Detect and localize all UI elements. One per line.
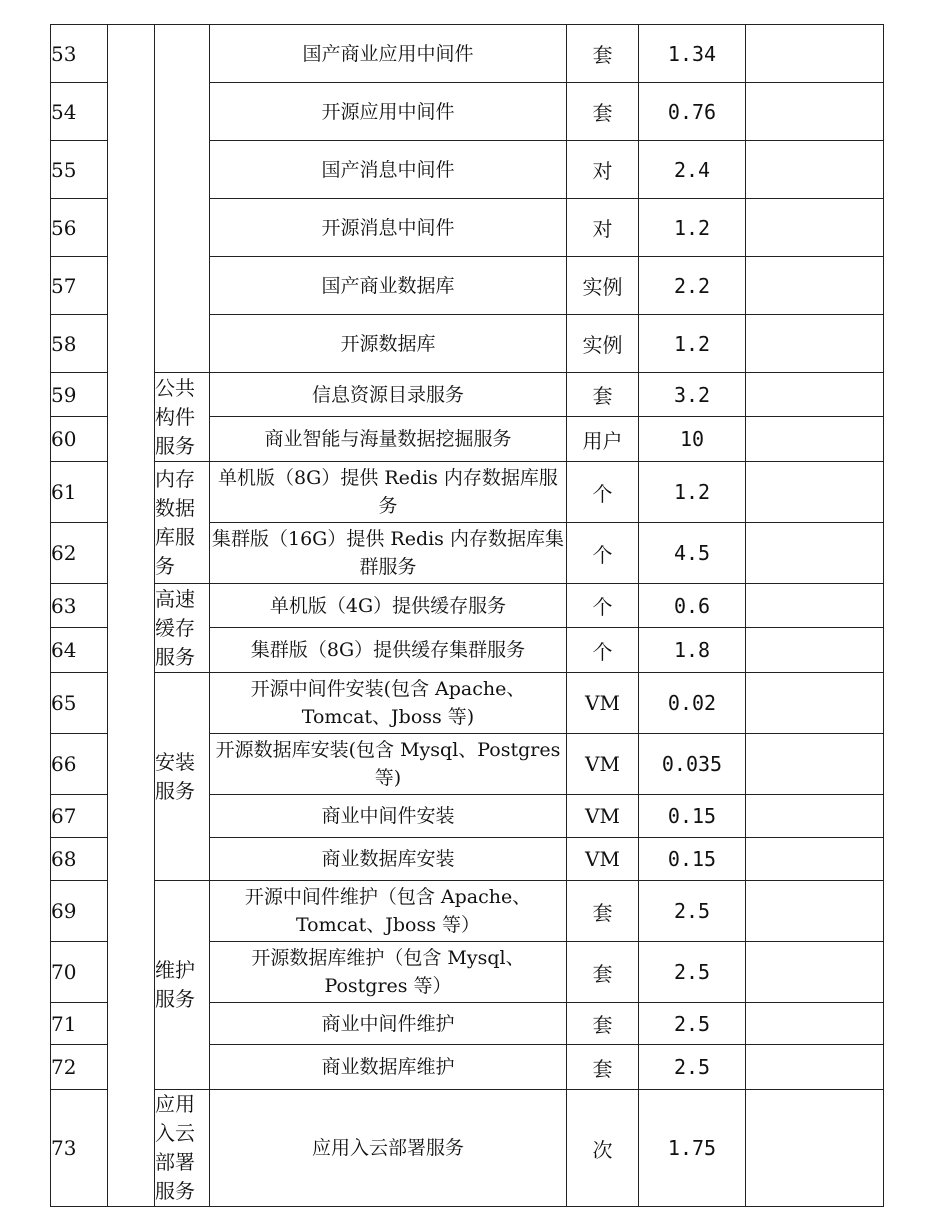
price-cell: 1.34 — [639, 25, 746, 83]
service-name: 应用入云部署服务 — [210, 1090, 567, 1207]
price-cell: 0.6 — [639, 584, 746, 628]
price-cell: 1.2 — [639, 462, 746, 523]
note-cell — [746, 881, 884, 942]
unit-cell: 套 — [567, 881, 639, 942]
row-number: 59 — [51, 373, 108, 417]
service-price-table — [50, 24, 884, 1207]
note-cell — [746, 315, 884, 373]
note-cell — [746, 734, 884, 795]
price-cell: 3.2 — [639, 373, 746, 417]
service-name: 国产商业数据库 — [210, 257, 567, 315]
note-cell — [746, 141, 884, 199]
table-row — [51, 881, 884, 942]
unit-cell: 对 — [567, 141, 639, 199]
unit-cell: 个 — [567, 584, 639, 628]
row-number: 72 — [51, 1045, 108, 1090]
table-row — [51, 462, 884, 523]
unit-cell: 个 — [567, 628, 639, 673]
service-name: 开源中间件安装(包含 Apache、Tomcat、Jboss 等) — [210, 673, 567, 734]
unit-cell: 个 — [567, 462, 639, 523]
service-name: 集群版（8G）提供缓存集群服务 — [210, 628, 567, 673]
row-number: 66 — [51, 734, 108, 795]
service-name: 开源数据库 — [210, 315, 567, 373]
unit-cell: 套 — [567, 942, 639, 1003]
price-cell: 2.5 — [639, 942, 746, 1003]
price-cell: 4.5 — [639, 523, 746, 584]
note-cell — [746, 795, 884, 838]
price-cell: 0.15 — [639, 838, 746, 881]
row-number: 68 — [51, 838, 108, 881]
service-name: 集群版（16G）提供 Redis 内存数据库集群服务 — [210, 523, 567, 584]
category-cell-empty — [155, 25, 210, 373]
row-number: 60 — [51, 417, 108, 462]
row-number: 53 — [51, 25, 108, 83]
service-name: 国产消息中间件 — [210, 141, 567, 199]
unit-cell: 个 — [567, 523, 639, 584]
service-name: 商业中间件维护 — [210, 1003, 567, 1045]
price-cell: 0.76 — [639, 83, 746, 141]
unit-cell: 套 — [567, 25, 639, 83]
table-row — [51, 673, 884, 734]
note-cell — [746, 838, 884, 881]
note-cell — [746, 373, 884, 417]
note-cell — [746, 1003, 884, 1045]
row-number: 67 — [51, 795, 108, 838]
row-number: 58 — [51, 315, 108, 373]
service-name: 开源数据库安装(包含 Mysql、Postgres 等) — [210, 734, 567, 795]
category-cloud-deploy: 应用入云部署服务 — [155, 1090, 210, 1207]
note-cell — [746, 673, 884, 734]
table-row — [51, 1090, 884, 1207]
note-cell — [746, 83, 884, 141]
table-row — [51, 584, 884, 628]
row-number: 70 — [51, 942, 108, 1003]
note-cell — [746, 25, 884, 83]
category-column-1 — [108, 25, 155, 1207]
price-cell: 10 — [639, 417, 746, 462]
service-name: 商业中间件安装 — [210, 795, 567, 838]
row-number: 61 — [51, 462, 108, 523]
unit-cell: VM — [567, 795, 639, 838]
service-name: 单机版（4G）提供缓存服务 — [210, 584, 567, 628]
note-cell — [746, 942, 884, 1003]
row-number: 64 — [51, 628, 108, 673]
table-row — [51, 25, 884, 83]
price-cell: 2.5 — [639, 1003, 746, 1045]
row-number: 56 — [51, 199, 108, 257]
note-cell — [746, 628, 884, 673]
price-cell: 2.5 — [639, 1045, 746, 1090]
unit-cell: 实例 — [567, 257, 639, 315]
service-name: 单机版（8G）提供 Redis 内存数据库服务 — [210, 462, 567, 523]
service-name: 信息资源目录服务 — [210, 373, 567, 417]
row-number: 71 — [51, 1003, 108, 1045]
unit-cell: 套 — [567, 1003, 639, 1045]
service-name: 开源消息中间件 — [210, 199, 567, 257]
category-in-memory-db: 内存数据库服务 — [155, 462, 210, 584]
category-install: 安装服务 — [155, 673, 210, 881]
unit-cell: VM — [567, 838, 639, 881]
row-number: 62 — [51, 523, 108, 584]
note-cell — [746, 199, 884, 257]
row-number: 55 — [51, 141, 108, 199]
price-cell: 2.2 — [639, 257, 746, 315]
service-name: 国产商业应用中间件 — [210, 25, 567, 83]
service-name: 商业智能与海量数据挖掘服务 — [210, 417, 567, 462]
price-cell: 0.02 — [639, 673, 746, 734]
note-cell — [746, 417, 884, 462]
price-cell: 1.2 — [639, 199, 746, 257]
category-high-speed-cache: 高速缓存服务 — [155, 584, 210, 673]
price-cell: 0.15 — [639, 795, 746, 838]
row-number: 57 — [51, 257, 108, 315]
service-name: 商业数据库安装 — [210, 838, 567, 881]
unit-cell: 套 — [567, 1045, 639, 1090]
price-cell: 0.035 — [639, 734, 746, 795]
note-cell — [746, 523, 884, 584]
unit-cell: 次 — [567, 1090, 639, 1207]
unit-cell: 对 — [567, 199, 639, 257]
row-number: 63 — [51, 584, 108, 628]
unit-cell: 实例 — [567, 315, 639, 373]
unit-cell: 套 — [567, 83, 639, 141]
service-name: 开源应用中间件 — [210, 83, 567, 141]
note-cell — [746, 1045, 884, 1090]
service-name: 商业数据库维护 — [210, 1045, 567, 1090]
category-maintenance: 维护服务 — [155, 881, 210, 1090]
note-cell — [746, 462, 884, 523]
service-name: 开源数据库维护（包含 Mysql、Postgres 等） — [210, 942, 567, 1003]
note-cell — [746, 1090, 884, 1207]
row-number: 54 — [51, 83, 108, 141]
price-cell: 2.5 — [639, 881, 746, 942]
note-cell — [746, 257, 884, 315]
note-cell — [746, 584, 884, 628]
price-cell: 2.4 — [639, 141, 746, 199]
unit-cell: 套 — [567, 373, 639, 417]
price-cell: 1.8 — [639, 628, 746, 673]
service-name: 开源中间件维护（包含 Apache、Tomcat、Jboss 等） — [210, 881, 567, 942]
unit-cell: VM — [567, 673, 639, 734]
unit-cell: VM — [567, 734, 639, 795]
table-row — [51, 373, 884, 417]
row-number: 65 — [51, 673, 108, 734]
unit-cell: 用户 — [567, 417, 639, 462]
row-number: 69 — [51, 881, 108, 942]
category-public-component: 公共构件服务 — [155, 373, 210, 462]
price-cell: 1.75 — [639, 1090, 746, 1207]
price-cell: 1.2 — [639, 315, 746, 373]
row-number: 73 — [51, 1090, 108, 1207]
